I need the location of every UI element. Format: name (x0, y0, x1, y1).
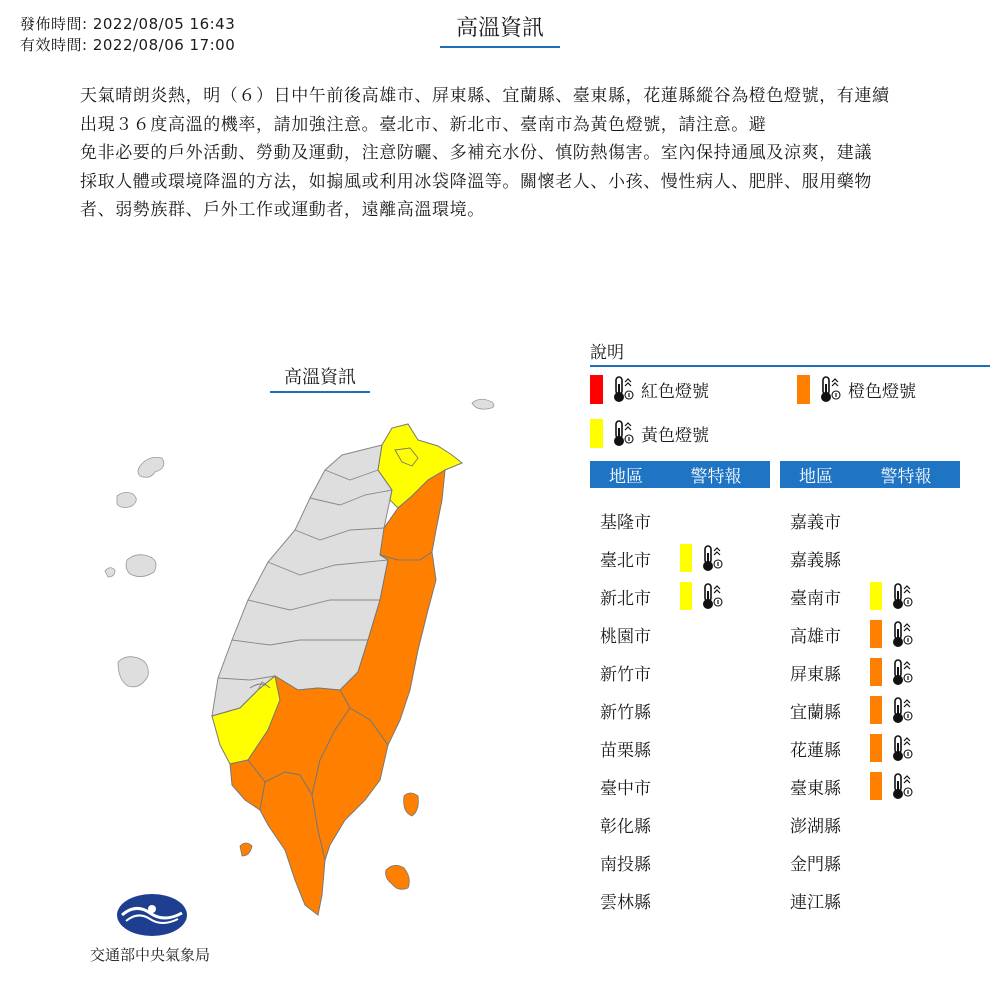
summary-line: 採取人體或環境降溫的方法，如搧風或利用冰袋降溫等。關懷老人、小孩、慢性病人、肥胖、服用藥物 (80, 171, 872, 192)
thermometer-icon (698, 581, 726, 611)
region-name: 臺南市 (790, 588, 841, 609)
legend-item-orange (797, 374, 916, 404)
legend-item-red (590, 374, 709, 404)
region-name: 嘉義市 (790, 512, 841, 533)
map-title: 高溫資訊 (270, 366, 370, 393)
region-name: 臺東縣 (790, 778, 841, 799)
table-row (590, 881, 770, 919)
table-row (590, 577, 770, 615)
thermometer-icon (888, 733, 916, 763)
map-island-green (404, 793, 419, 816)
agency-name: 交通部中央氣象局 (89, 946, 210, 964)
thermometer-icon (888, 771, 916, 801)
table-row (590, 653, 770, 691)
region-name: 新竹市 (600, 664, 651, 685)
table-header-left (590, 461, 770, 488)
table-row (780, 577, 960, 615)
region-name: 新北市 (600, 588, 651, 609)
warning-level-yellow (680, 582, 692, 610)
region-name: 臺北市 (600, 550, 651, 571)
region-name: 金門縣 (790, 854, 841, 875)
warning-level-orange (870, 658, 882, 686)
region-name: 臺中市 (600, 778, 651, 799)
region-name: 嘉義縣 (790, 550, 841, 571)
warning-level-yellow (870, 582, 882, 610)
column-header-region: 地區 (799, 467, 833, 487)
legend-label-yellow: 黃色燈號 (641, 425, 709, 446)
table-row (590, 729, 770, 767)
table-row (590, 539, 770, 577)
thermometer-icon (609, 374, 637, 404)
region-name: 高雄市 (790, 626, 841, 647)
warning-level-orange (870, 734, 882, 762)
region-name: 南投縣 (600, 854, 651, 875)
legend-swatch-yellow (590, 419, 603, 448)
table-row (590, 805, 770, 843)
table-row (780, 729, 960, 767)
region-name: 基隆市 (600, 512, 651, 533)
map-island-penghu-b (126, 555, 156, 577)
map-island-xiaoliuqiu (240, 843, 252, 856)
legend-heading: 說明 (590, 342, 990, 367)
column-header-warning: 警特報 (880, 467, 932, 487)
region-list-right (780, 501, 960, 919)
region-list-left (590, 501, 770, 919)
legend-swatch-red (590, 375, 603, 404)
legend-swatch-orange (797, 375, 810, 404)
map-island-penghu-c (118, 657, 148, 687)
legend-label-orange: 橙色燈號 (848, 381, 916, 402)
region-name: 雲林縣 (600, 892, 651, 913)
warning-level-yellow (680, 544, 692, 572)
table-row (590, 615, 770, 653)
thermometer-icon (888, 581, 916, 611)
region-name: 新竹縣 (600, 702, 651, 723)
warning-level-orange (870, 772, 882, 800)
warning-level-orange (870, 696, 882, 724)
region-name: 彰化縣 (600, 816, 651, 837)
table-row (780, 691, 960, 729)
table-row (780, 843, 960, 881)
table-row (780, 501, 960, 539)
table-row (590, 691, 770, 729)
region-name: 連江縣 (790, 892, 841, 913)
column-header-region: 地區 (609, 467, 643, 487)
valid-time: 有效時間: 2022/08/06 17:00 (20, 36, 236, 54)
table-row (780, 653, 960, 691)
warning-level-orange (870, 620, 882, 648)
map-island-penghu-a (105, 568, 115, 577)
table-header-right (780, 461, 960, 488)
region-name: 屏東縣 (790, 664, 841, 685)
page-title: 高溫資訊 (440, 14, 560, 48)
summary-line: 出現３６度高溫的機率，請加強注意。臺北市、新北市、臺南市為黃色燈號，請注意。避 (80, 114, 767, 135)
table-row (590, 501, 770, 539)
table-row (590, 843, 770, 881)
summary-line: 免非必要的戶外活動、勞動及運動，注意防曬、多補充水份、慎防熱傷害。室內保持通風及涼爽，建議 (80, 143, 872, 163)
table-row (780, 881, 960, 919)
summary-line: 天氣晴朗炎熱，明（６）日中午前後高雄市、屏東縣、宜蘭縣、臺東縣，花蓮縣縱谷為橙色燈號，有連續 (80, 86, 890, 106)
region-name: 桃園市 (600, 626, 651, 647)
region-name: 花蓮縣 (790, 740, 841, 761)
map-island-orchid (386, 865, 410, 889)
legend-label-red: 紅色燈號 (641, 381, 709, 402)
summary-line: 者、弱勢族群、戶外工作或運動者，遠離高溫環境。 (80, 200, 485, 220)
legend-item-yellow (590, 418, 709, 448)
summary-text (80, 82, 920, 225)
thermometer-icon (888, 619, 916, 649)
thermometer-icon (888, 657, 916, 687)
table-row (780, 615, 960, 653)
cwb-logo-icon (116, 893, 188, 937)
map-island-kinmen (117, 492, 136, 507)
table-row (590, 767, 770, 805)
thermometer-icon (609, 418, 637, 448)
map-island-matsu (472, 399, 494, 409)
region-name: 宜蘭縣 (790, 702, 841, 723)
thermometer-icon (698, 543, 726, 573)
taiwan-warning-map (95, 390, 515, 930)
table-row (780, 767, 960, 805)
table-row (780, 539, 960, 577)
thermometer-icon (816, 374, 844, 404)
region-name: 苗栗縣 (600, 740, 651, 761)
thermometer-icon (888, 695, 916, 725)
region-name: 澎湖縣 (790, 816, 841, 837)
map-island-kinmen-north (138, 457, 164, 477)
issued-time: 發佈時間: 2022/08/05 16:43 (20, 15, 236, 33)
column-header-warning: 警特報 (690, 467, 742, 487)
table-row (780, 805, 960, 843)
